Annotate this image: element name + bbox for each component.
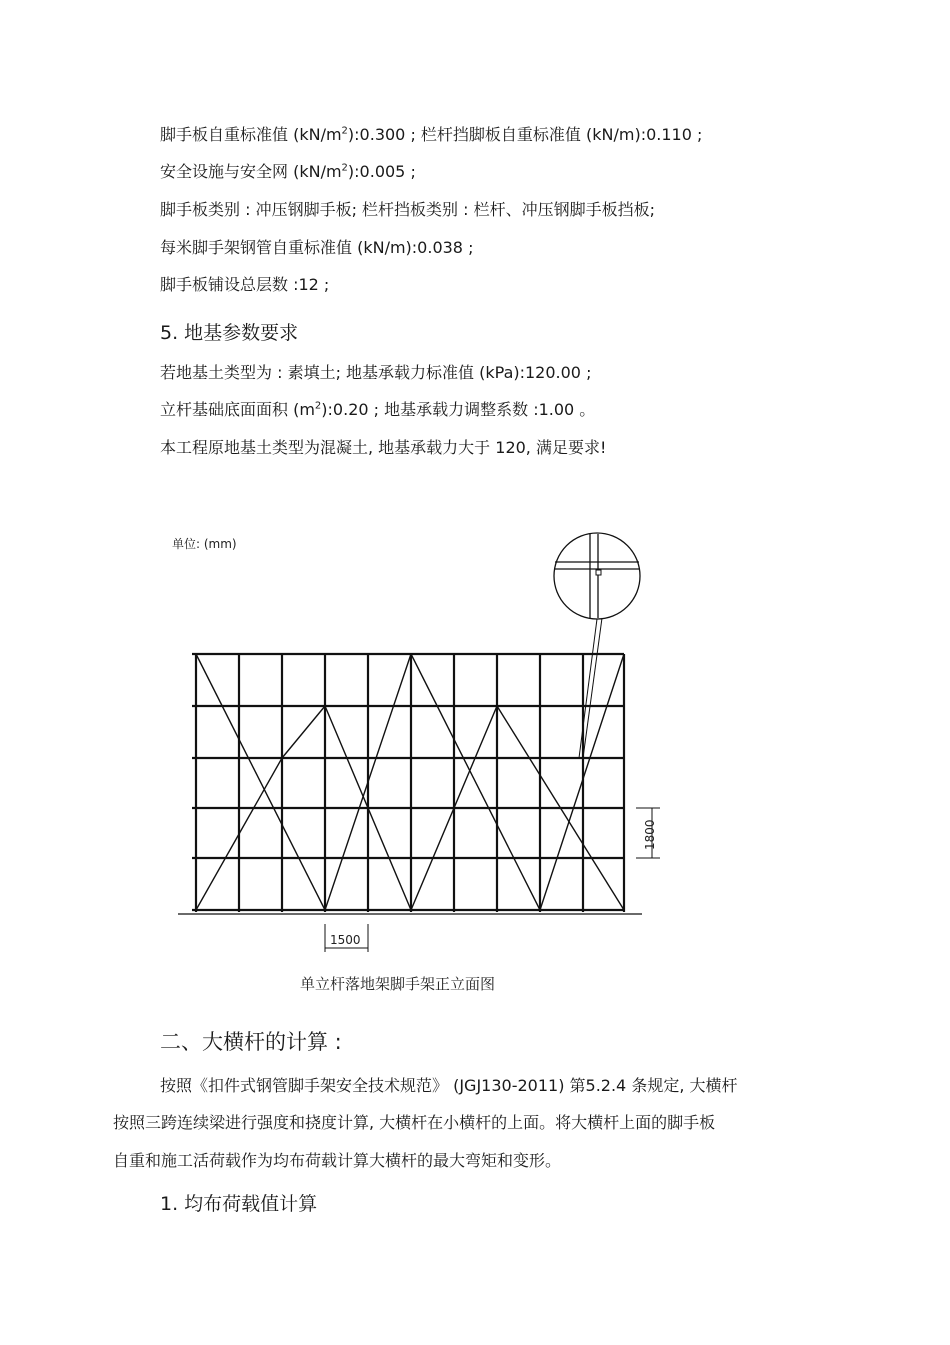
section-2-subheading: 1. 均布荷载值计算: [160, 1193, 318, 1215]
param-line-5: 脚手板铺设总层数 :12 ;: [160, 275, 330, 294]
unit-label: 单位: (mm): [172, 537, 237, 551]
section-2-heading: 二、大横杆的计算 :: [160, 1030, 342, 1054]
param-line-2-b: ):0.005 ;: [347, 162, 416, 181]
param-line-2-a: 安全设施与安全网 (kN/m: [160, 162, 342, 181]
foundation-line-2-b: ):0.20 ; 地基承载力调整系数 :1.00 。: [321, 400, 596, 419]
foundation-line-2-sup: 2: [314, 400, 322, 412]
detail-callout: [554, 533, 640, 758]
dim-1500-label: 1500: [330, 933, 361, 947]
param-line-1: [160, 125, 702, 145]
foundation-heading: 5. 地基参数要求: [160, 322, 299, 344]
foundation-line-2: [160, 400, 595, 420]
param-line-1-sup: 2: [341, 125, 348, 137]
scaffold-elevation-figure: [150, 520, 670, 1000]
dim-1800-label: 1800: [643, 819, 657, 850]
foundation-line-3: 本工程原地基土类型为混凝土, 地基承载力大于 120, 满足要求!: [160, 438, 607, 457]
foundation-line-2-a: 立杆基础底面面积 (m: [160, 400, 315, 419]
param-line-3: 脚手板类别 : 冲压钢脚手板; 栏杆挡板类别 : 栏杆、冲压钢脚手板挡板;: [160, 200, 655, 219]
figure-caption: 单立杆落地架脚手架正立面图: [300, 975, 496, 993]
param-line-4: 每米脚手架钢管自重标准值 (kN/m):0.038 ;: [160, 238, 474, 257]
param-line-2: [160, 162, 416, 182]
foundation-line-1: 若地基土类型为 : 素填土; 地基承载力标准值 (kPa):120.00 ;: [160, 363, 592, 382]
param-line-1-a: 脚手板自重标准值 (kN/m: [160, 125, 342, 144]
param-line-1-b: ):0.300 ; 栏杆挡脚板自重标准值 (kN/m):0.110 ;: [347, 125, 703, 144]
section-2-para-line-3: 自重和施工活荷载作为均布荷载计算大横杆的最大弯矩和变形。: [113, 1151, 562, 1170]
section-2-para-line-1: 按照《扣件式钢管脚手架安全技术规范》 (JGJ130-2011) 第5.2.4 条规定, 大横杆: [160, 1076, 738, 1095]
section-2-para-line-2: 按照三跨连续梁进行强度和挠度计算, 大横杆在小横杆的上面。将大横杆上面的脚手板: [113, 1113, 716, 1132]
scaffold-grid: [192, 654, 624, 912]
param-line-2-sup: 2: [341, 162, 348, 174]
